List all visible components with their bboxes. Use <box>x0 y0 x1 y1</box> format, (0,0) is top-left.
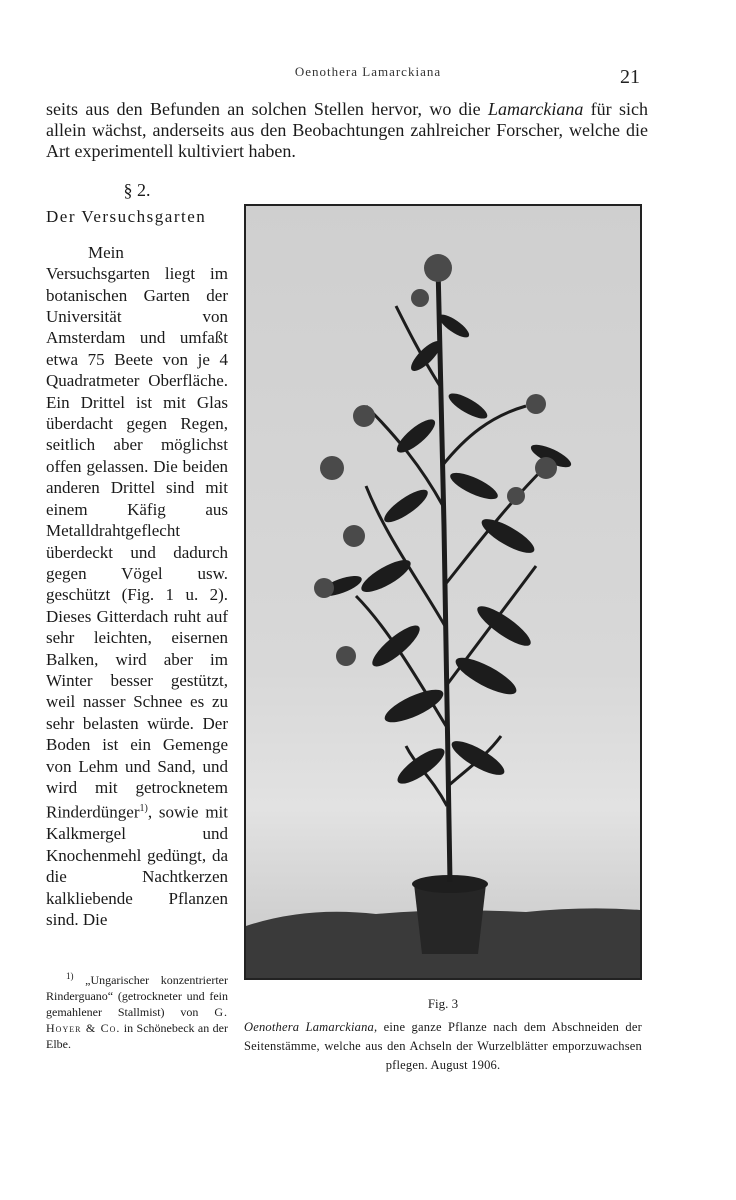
main-stem <box>438 266 450 882</box>
caption-species-name: Oenothera Lamarckiana, <box>244 1020 378 1034</box>
running-head: Oenothera Lamarckiana <box>294 64 442 79</box>
figure-photograph <box>244 204 642 980</box>
section-number: § 2. <box>123 180 151 200</box>
section-body-part2: , sowie mit Kalkmergel und Knochenmehl gedüngt, da die Nachtkerzen kalkliebende Pflanzen sind. Die <box>46 803 228 930</box>
intro-text-1: seits aus den Befunden an solchen Stellen hervor, wo die <box>46 99 489 119</box>
section-body-part1: Mein Versuchsgarten liegt im botanischen Garten der Universität von Amsterdam und umfaßt etwa 75 Beete von je 4 Quadratmeter Oberfläche. Ein Drittel ist mit Glas überdacht gegen Regen, seitlich aber möglichst offen gelassen. Die beiden anderen Drittel sind mit einem Käfig aus Metalldrahtgeflecht überdeckt und dadurch gegen Vögel usw. geschützt (Fig. 1 u. 2). Dieses Gitterdach ruht auf sehr leichten, eisernen Balken, wird aber im Winter besser gestützt, weil nasser Schnee es zu sehr belasten würde. Der Boden ist ein Gemenge von Lehm und Sand, und wird mit getrocknetem Rinderdünger <box>46 242 228 823</box>
intro-species-name: Lamarckiana <box>488 99 584 119</box>
flower-pot <box>414 884 486 954</box>
flowers <box>314 254 557 666</box>
footnote <box>46 968 228 1052</box>
footnote-marker: 1) <box>66 971 74 981</box>
footnote-company: G. Hoyer & Co. <box>46 1005 228 1035</box>
intro-paragraph <box>46 99 648 162</box>
side-branches <box>356 306 546 806</box>
section-column <box>46 180 228 930</box>
plant-photo <box>246 206 640 978</box>
footnote-text-1: „Ungarischer konzentrierter Rinderguano“ (getrockneter und fein gemahlener Stallmist) von <box>46 973 228 1019</box>
figure-label: Fig. 3 <box>427 996 459 1011</box>
section-body <box>46 242 228 931</box>
figure-caption <box>244 1018 642 1075</box>
footnote-reference: 1) <box>139 803 148 815</box>
footnote-text-2: in Schönebeck an der Elbe. <box>46 1021 228 1051</box>
intro-text-2: für sich allein wächst, anderseits aus den Beobachtungen zahlreicher Forscher, welche die Art experimentell kultiviert haben. <box>46 99 648 161</box>
section-title: Der Versuchsgarten <box>46 207 207 227</box>
caption-text: eine ganze Pflanze nach dem Abschneiden der Seitenstämme, welche aus den Achseln der Wurzelblätter emporzuwachsen pflegen. August 1906. <box>244 1020 642 1072</box>
page-number: 21 <box>620 66 640 88</box>
